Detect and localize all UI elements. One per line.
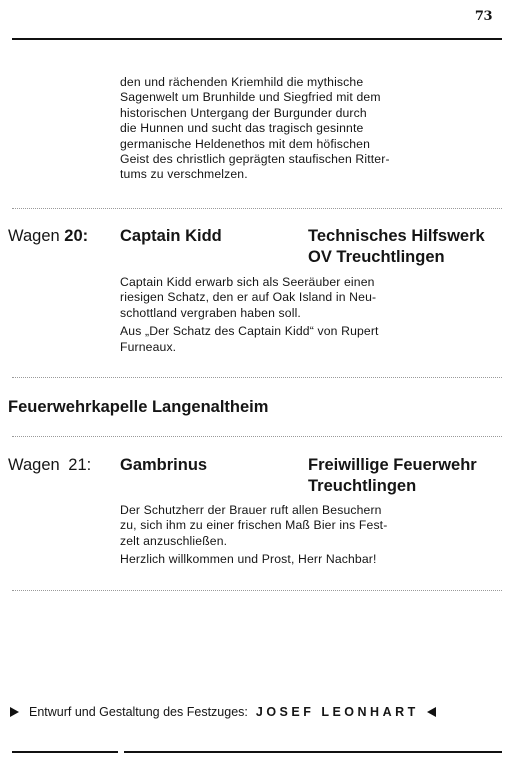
source-line: Aus „Der Schatz des Captain Kidd“ von Rupert	[120, 324, 379, 339]
source-line: Furneaux.	[120, 339, 177, 354]
desc-line: schottland vergraben haben soll.	[120, 305, 301, 320]
divider	[12, 436, 502, 437]
wagon-number: 21:	[68, 456, 92, 474]
sponsor-line: Technisches Hilfswerk	[308, 227, 485, 245]
bottom-rule	[124, 751, 502, 753]
page-number: 73	[474, 9, 492, 24]
desc-line: riesigen Schatz, den er auf Oak Island in Neu-	[120, 290, 377, 305]
credit-text: Entwurf und Gestaltung des Festzuges:	[29, 705, 248, 719]
intro-line: germanische Heldenethos mit dem höfischen	[120, 136, 371, 151]
wagon-21-sponsor	[308, 455, 477, 497]
intro-line: tums zu verschmelzen.	[120, 167, 248, 182]
sponsor-line: OV Treuchtlingen	[308, 248, 445, 266]
wagon-number: 20:	[64, 227, 89, 245]
wagon-word: Wagen	[8, 456, 60, 474]
divider	[12, 377, 502, 378]
wagon-20-description	[120, 275, 424, 355]
intro-paragraph	[120, 75, 424, 183]
band-heading: Feuerwehrkapelle Langenaltheim	[8, 398, 269, 416]
intro-line: historischen Untergang der Burgunder durch	[120, 105, 367, 120]
wagon-21-description	[120, 503, 424, 568]
desc-line: zu, sich ihm zu einer frischen Maß Bier ins Fest-	[120, 518, 388, 533]
divider	[12, 208, 502, 209]
sponsor-line: Freiwillige Feuerwehr	[308, 456, 477, 474]
credit-line	[10, 705, 500, 719]
wagon-20-title: Captain Kidd	[120, 227, 222, 245]
wagon-word: Wagen	[8, 227, 60, 245]
triangle-right-icon	[10, 707, 19, 717]
wagon-21-title: Gambrinus	[120, 456, 208, 474]
intro-line: die Hunnen und sucht das tragisch gesinnte	[120, 121, 364, 136]
triangle-left-icon	[427, 707, 436, 717]
desc-line: Captain Kidd erwarb sich als Seeräuber einen	[120, 275, 375, 289]
intro-line: Sagenwelt um Brunhilde und Siegfried mit dem	[120, 90, 381, 105]
bottom-rule	[12, 751, 118, 753]
wagon-20-label	[8, 227, 88, 246]
wagon-21-label	[8, 456, 91, 475]
desc-line: zelt anzuschließen.	[120, 533, 228, 548]
intro-line: Geist des christlich geprägten staufischen Ritter-	[120, 152, 390, 167]
credit-name: JOSEF LEONHART	[255, 705, 419, 719]
sponsor-line: Treuchtlingen	[308, 477, 417, 495]
divider	[12, 590, 502, 591]
wagon-20-sponsor	[308, 226, 485, 268]
greeting-line: Herzlich willkommen und Prost, Herr Nachbar!	[120, 552, 377, 567]
intro-line: den und rächenden Kriemhild die mythische	[120, 75, 364, 89]
top-rule	[12, 38, 502, 40]
desc-line: Der Schutzherr der Brauer ruft allen Besuchern	[120, 503, 382, 517]
